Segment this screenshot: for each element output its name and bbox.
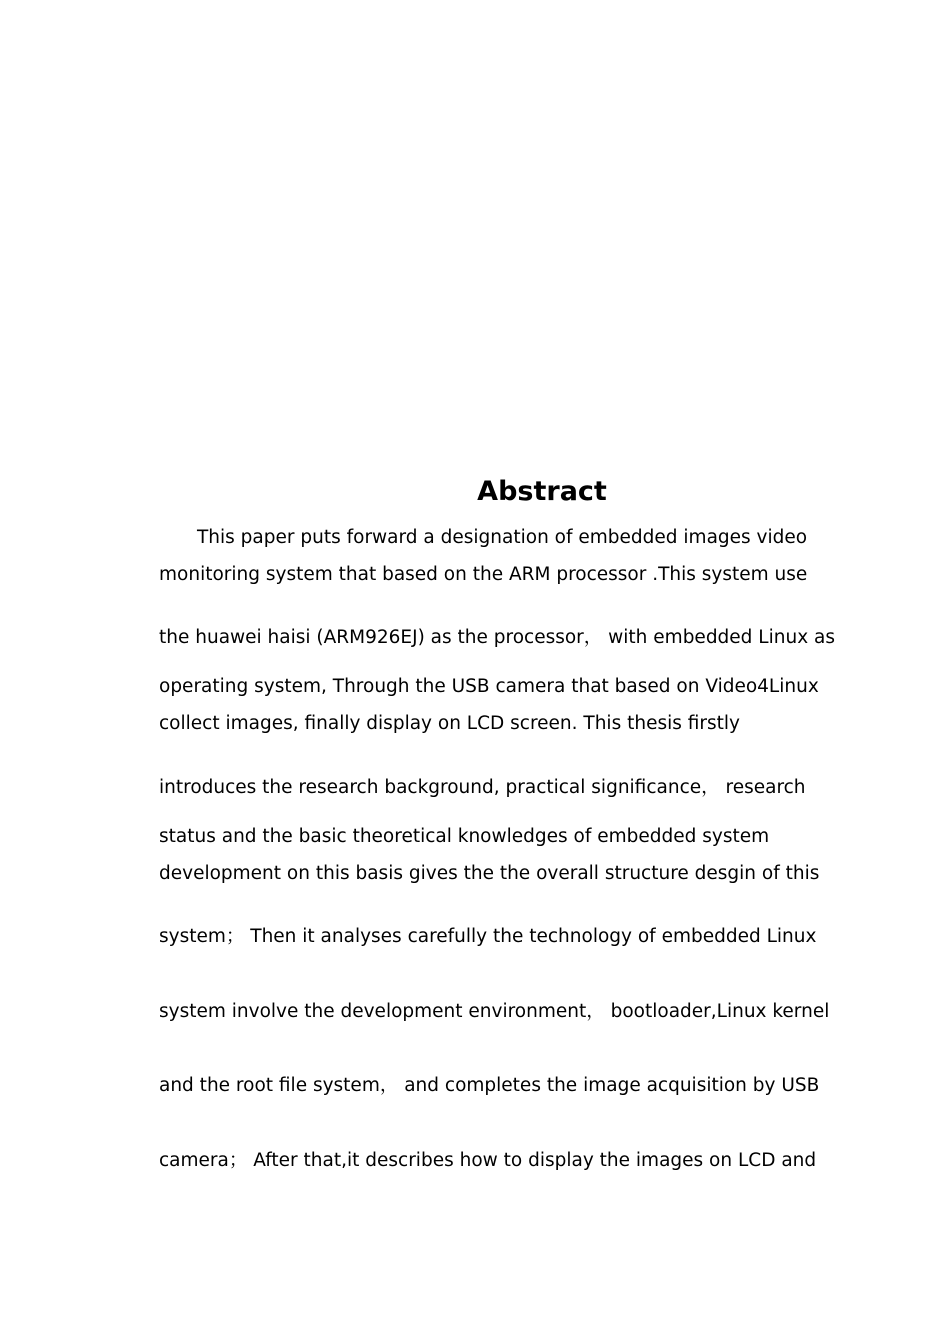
abstract-line-1: This paper puts forward a designation of embedded images video	[197, 527, 808, 548]
abstract-line-9: system； Then it analyses carefully the technology of embedded Linux	[159, 926, 817, 947]
abstract-title: Abstract	[477, 476, 607, 507]
abstract-line-2: monitoring system that based on the ARM processor .This system use	[159, 564, 808, 585]
abstract-line-12: camera； After that,it describes how to display the images on LCD and	[159, 1150, 817, 1171]
abstract-line-7: status and the basic theoretical knowledges of embedded system	[159, 826, 770, 847]
abstract-line-3: the huawei haisi (ARM926EJ) as the processor， with embedded Linux as	[159, 627, 836, 648]
abstract-line-10: system involve the development environment， bootloader,Linux kernel	[159, 1001, 830, 1022]
abstract-line-11: and the root file system， and completes the image acquisition by USB	[159, 1075, 820, 1096]
abstract-line-8: development on this basis gives the the overall structure desgin of this	[159, 863, 820, 884]
abstract-line-6: introduces the research background, practical significance， research	[159, 777, 806, 798]
abstract-line-5: collect images, finally display on LCD screen. This thesis firstly	[159, 713, 740, 734]
abstract-line-4: operating system, Through the USB camera that based on Video4Linux	[159, 676, 819, 697]
